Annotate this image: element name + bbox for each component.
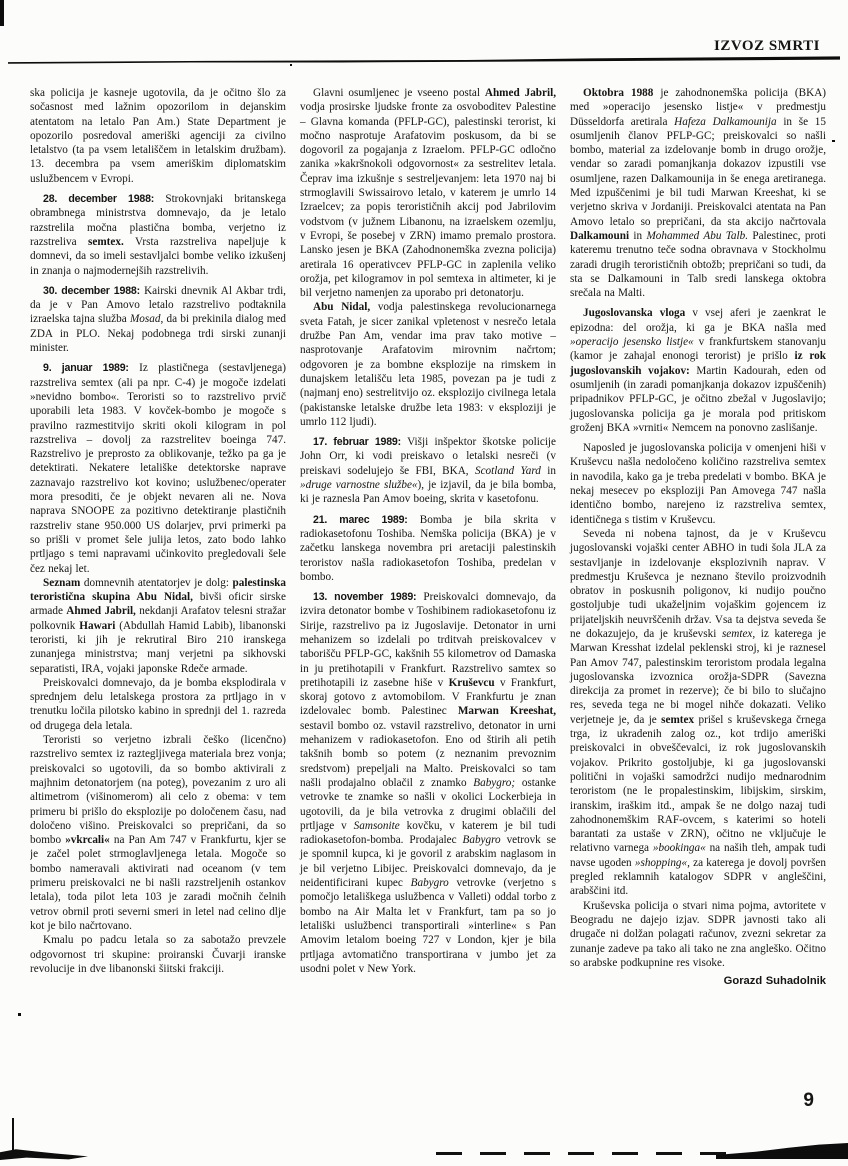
text-segment: (Abdullah Hamid Labib), libanonski teroristi, ki jih je rekrutiral Biro 210 iranskega zunanjega ministrstva; manj verjetni pa sikhovski separatisti, IRA, vojaki japonske Rdeče armade. (30, 619, 286, 675)
paragraph (30, 576, 286, 676)
header-rule (8, 56, 840, 64)
text-segment: Babygro; (473, 776, 516, 789)
text-segment: za katerega je dovolj površen pregled reklamnih katalogov SDPR v angleščini, arabščini itd. (570, 856, 826, 898)
text-segment: Vrsta razstreliva napeljuje k domnevi, da so imeli sestavljalci bombe veliko izkušenj in znanja o najmodernejših razstrelivih. (30, 235, 286, 277)
text-segment: »shopping«, (634, 856, 690, 869)
text-segment: Dalkamouni (570, 229, 630, 242)
text-segment: in (540, 464, 557, 477)
text-segment: in (629, 229, 647, 242)
text-segment: vetrovk se je spomnil kupca, ki je govoril z arabskim naglasom in je bil verjetno Libijec. Preiskovalci domnevajo, da je neidentificirani kupec (300, 834, 557, 890)
paragraph (30, 192, 286, 278)
text-segment: Babygro (462, 834, 501, 847)
text-segment: Preiskovalci domnevajo, da izvira detonator bombe v Toshibinem radiokasetofonu iz Sirije, razstrelivo pa iz Jugoslavije. Detonator in urni mehanizem so izdelali po trditvah preiskovalcev v taborišču PFLP-GC, kakšnih 55 kilometrov od Damaska in ju pretihotapili v Frankfurt. Razstrelivo samtex so pretihotapili iz zasebne hiše v (300, 591, 556, 689)
text-segment: Oktobra 1988 (583, 87, 654, 99)
text-segment: vodja prosirske ljudske fronte za osvoboditev Palestine – Glavna komanda (PFLP-GC), palestinski terorist, ki močno nasprotuje Arafatovim poskusom, da bi se dogovoril za pogajanja z Izraelom. PFLP-GC odločno zanika »kakršnokoli odgovornost« za sestrelitev letala. Čeprav ima izkušnje s sestreljevanjem: leta 1970 naj bi strmoglavili Swissairovo letalo, v katerem je umrlo 14 Izraelcev; za popis terorističnih akcij pod Jabrilovim vodstvom (v južnem Libanonu, na izraelskem ozemlju, v Evropi, še posebej v ZRN) imamo premalo prostora. Lansko jesen je BKA (Zahodnonemška zvezna policija) aretirala 16 operativcev PFLP-GC in zaplenila veliko orožja, pet kilogramov in pol semtexa in altimeter, ki je bil verjetno namenjen za uporabo pri detonatorju. (300, 101, 556, 300)
text-segment: semtex (661, 713, 695, 726)
column-2 (300, 86, 556, 1132)
paragraph (300, 590, 556, 976)
text-segment: Samsonite (353, 819, 400, 832)
scan-artifact (0, 1148, 88, 1160)
text-segment: in še 15 osumljenih članov PFLP-GC; preiskovalci so našli bombo, material za izdelovanje bomb in drugo orožje, vendar so zaradi pomanjkanja dokazov izpustili vse osumljene, razen Dalkamounija in še enega aretiranega. Med izpuščenimi je bil tudi Marwan Kreeshat, ki se verjetno skriva v Jordaniji. Preiskovalci atentata na Pan Amovo letalo so prepričani, da sta akcijo načrtovala (570, 115, 826, 228)
page-number: 9 (803, 1090, 814, 1111)
text-segment: vodja palestinskega revolucionarnega sveta Fatah, je sicer zanikal vpletenost v nesrečo letala družbe Pan Am, vendar ima prav tako motive – nasprotovanje Arafatovim mirovnim načrtom; odgovoren je za bombne eksplozije na rimskem in dunajskem letališču leta 1985, povezan pa je tudi z (najmanj eno) sestrelitvijo oz. eksplozijo civilnega letala (pakistanske letalske družbe leta 1983: v eksploziji je umrlo 112 ljudi). (300, 301, 556, 428)
text-segment: bivši oficir sirske armade (30, 591, 286, 618)
text-segment: Marwan Kreeshat, (457, 705, 556, 718)
scan-artifact (12, 1118, 14, 1152)
article-body (30, 86, 826, 1132)
paragraph (570, 86, 826, 300)
date-heading: 13. november 1989: (313, 591, 417, 604)
paragraph (300, 513, 556, 584)
text-segment: Hawari (79, 619, 116, 632)
text-segment: kovčku, v katerem je bil tudi radiokasetofon-bomba. Prodajalec (300, 819, 556, 847)
date-heading: 28. december 1988: (43, 193, 155, 206)
text-segment: Jugoslovanska vloga (583, 307, 686, 320)
text-segment: Višji inšpektor škotske policije John Orr, ki vodi preiskavo o letalski nesreči (v preiskavi sodelujejo še FBI, BKA, (300, 436, 557, 477)
text-segment: »druge varnostne službe« (300, 479, 418, 492)
date-heading: 17. februar 1989: (313, 436, 401, 449)
scan-artifact (290, 64, 292, 66)
text-segment: domnevnih atentatorjev je dolg: (80, 576, 233, 589)
text-segment: nekdanji Arafatov telesni stražar polkovnik (30, 605, 286, 632)
text-segment: semtex. (88, 235, 124, 248)
text-segment: Scotland Yard (475, 464, 541, 477)
paragraph (30, 676, 286, 733)
text-segment: Kruševska policija o stvari nima pojma, avtoritete v Beogradu ne dajejo izjav. SDPR javnosti tako ali drugače ni dolžan polagati računov, zvezni sekretar za zunanje zadeve pa tako ali tako ne zna angleško. Očitno so arabske podkupnine res visoke. (570, 899, 826, 969)
text-segment: iz katerega je Marwan Kresshat izdelal peklenski stroj, ki je raznesel Pan Amov 747, palestinskim teroristom prodala legalna jugoslovanska izvoznica orožja-SDPR (Savezna direkcija za promet in rezerve); če bi bilo to slučajno res, seveda tega ne bi mogel nihče dokazati. Veliko verjetneje je, da je (570, 627, 826, 726)
date-heading: 30. december 1988: (43, 284, 140, 297)
text-segment: semtex, (721, 627, 756, 640)
text-segment: iz rok jugoslovanskih vojakov: (570, 350, 826, 377)
text-segment: palestinska teroristična skupina Abu Nidal, (30, 576, 286, 604)
text-segment: Teroristi so verjetno izbrali češko (licenčno) razstrelivo semtex iz raztegljivega materiala brez vonja; preiskovalci so ugotovili, da so bombo aktivirali z majhnim detonatorjem (na poteg), povezanim z uro ali altimetrom (višinomerom) ali celo z obema: v tem primeru bi prišlo do eksplozije po določenem času, nad določeno višino. Preiskovalci so prepričani, da so bombo (30, 734, 286, 847)
page-header-title: IZVOZ SMRTI (714, 38, 820, 54)
text-segment: Strokovnjaki britanskega obrambnega ministrstva domnevajo, da je letalo razstrelila močna plastična bomba, verjetno iz razstreliva (30, 193, 286, 248)
scan-artifact (436, 1152, 736, 1155)
text-segment: »vkrcali« (65, 834, 110, 847)
text-segment: Kairski dnevnik Al Akbar trdi, da je v Pan Amovo letalo razstrelivo podtaknila izraelska tajna služba (30, 284, 286, 326)
paragraph (570, 527, 826, 899)
paragraph (300, 300, 556, 429)
text-segment: ostanke vetrovke te znamke so našli v okolici Lockerbieja in ugotovili, da je bila vetrovka z drugimi oblačili del prtljage v (300, 776, 556, 832)
paragraph (30, 86, 286, 186)
text-segment: v frankfurtskem stanovanju (kamor je zahajal enonogi terorist) je prišlo (570, 336, 826, 363)
scan-artifact (716, 1143, 848, 1159)
text-segment: sestavil bombo oz. vstavil razstrelivo, detonator in urni mehanizem v radiokasetofon. Eno od štirih ali petih takšnih bomb so potem (z neznanim prevoznim sredstvom) prepeljali na Malto. Preiskovalci so tam našli prodajalno oblačil z znamko (300, 719, 556, 789)
paragraph (30, 733, 286, 933)
text-segment: Hafeza Dalkamounija (674, 115, 777, 128)
text-segment: Palestinec, proti kateremu trenutno teče sodna obravnava v Stockholmu zaradi drugih terorističnih obtožb; prepričani so tudi, da sta se Dalkamouni in Talb sredi lanskega oktobra srečala na Malti. (570, 229, 826, 300)
text-segment: Glavni osumljenec je vseeno postal (313, 87, 485, 99)
text-segment: v vsej aferi je zaenkrat le epizodna: del orožja, ki ga je BKA našla med (570, 307, 826, 334)
text-segment: prišel s kruševskega črnega trga, iz ukradenih zalog oz., kot trdijo ameriški preiskovalci in obveščevalci, iz rok jugoslovanskih vojakov. Prikrito gostoljubje, ki ga jugoslovanski politični in vojaški samodržci nudijo mednarodnim teroristom (ne le propalestinskim, libijskim, sirskim, iranskim, iraškim itd., ampak še ne dolgo nazaj tudi zahodnonemškim RAF-ovcem, s katerimi so hoteli barantati za ustaše v ZRN), očitno ne vključuje le relativno varnega (570, 713, 826, 855)
text-segment: ), je izjavil, da je bila bomba, ki je raznesla Pan Amov boeing, skrita v kasetofonu. (300, 479, 556, 506)
text-segment: na Pan Am 747 v Frankfurtu, kjer se je začel polet strmoglavljenega letala. Mogoče so bombo nameravali aktivirati nad oceanom (v tem primeru preiskovalci ne bi našli razstreljenih ostankov letala), toda pilot leta 103 je zaradi močnih čelnih vetrov obrnil proti severni smeri in letel nad celino dlje kot je bilo načrtovano. (30, 834, 286, 932)
text-segment: v Frankfurt, skoraj gotovo z avtomobilom. V Frankfurtu je znan izdelovalec bomb. Palestinec (300, 676, 556, 718)
column-1 (30, 86, 286, 1132)
text-segment: Mohammed Abu Talb. (646, 229, 749, 242)
scan-artifact (832, 140, 835, 142)
paragraph (300, 435, 556, 506)
text-segment: je zahodnonemška policija (BKA) med »operacijo jesensko listje« v predmestju Düsseldorfa aretirala (570, 87, 826, 128)
column-3 (570, 86, 826, 1132)
paragraph (570, 899, 826, 970)
date-heading: 9. januar 1989: (43, 362, 129, 375)
paragraph (300, 86, 556, 300)
text-segment: Naposled je jugoslovanska policija v omenjeni hiši v Kruševcu našla nedoločeno količino razstreliva semtex in navodila, kako ga je treba predelati v bombo. BKA je nekaj mesecev po eksploziji Pan Amovega 747 našla identično bombo, narejeno iz razstreliva semtex, identičnega s tistim v Kruševcu. (570, 442, 826, 526)
text-segment: vetrovke (verjetno s pomočjo letališkega uslužbenca v Valleti) oddal torbo z bombo na Air Malta let v Frankfurt, tam pa so jo letališki uslužbenci transportirali »interline« s Pan Amovim letalom boeing 727 v London, kjer je bila prtljaga avtomatično transportirana v jumbo jet za usodni polet v New York. (300, 877, 557, 975)
paragraph (570, 441, 826, 527)
text-segment: Preiskovalci domnevajo, da je bomba eksplodirala v sprednjem delu letalskega prostora za prtljago in v trenutku ločila pilotsko kabino in sprednji del 1. razreda od drugega dela letala. (30, 676, 286, 732)
paragraph (30, 361, 286, 575)
text-segment: Bomba je bila skrita v radiokasetofonu Toshiba. Nemška policija (BKA) je v začetku lanskega novembra pri aretaciji palestinskih teroristov našla radiokasetofon Toshiba, predelan v bombo. (300, 513, 556, 583)
text-segment: Ahmed Jabril, (484, 87, 556, 99)
date-heading: 21. marec 1989: (313, 513, 408, 526)
text-segment: »bookinga« (652, 842, 706, 855)
text-segment: ska policija je kasneje ugotovila, da je očitno šlo za sočasnost med lažnim opozorilom in dejanskim atentatom na letalo Pan Am.) State Department je opozorilo posredoval ameriški agenciji za civilno letalstvo (ta pa vsem letališčem in letalskim družbam). 13. decembra pa vsem ameriškim diplomatskim uslužbencem v Evropi. (30, 87, 286, 185)
text-segment: na naših tleh, ampak tudi navse ugoden (570, 842, 826, 869)
text-segment: Iz plastičnega (sestavljenega) razstreliva semtex (ali pa npr. C-4) je mogoče izdelati »nevidno bombo«. Teroristi so to razstrelivo prvič uporabili leta 1983. V kovček-bombo je mogoče s pravilno razmestitvijo skriti okoli kilogram in pol razstreliva – dovolj za razstrelitev boeinga 747. Razstrelivo je preprosto za oblikovanje, težko pa ga je detektirati. Nekatere letališke detektorske naprave zaznavajo razstrelivo kot kovino; uslužbenec/operater mora presoditi, če je objekt nevaren ali ne. Nova naprava SNOOPE za pozitivno detektiranje plastičnih razstreliv stane 950.000 US dolarjev, prvi primerki pa so prišli v promet šele julija letos, zato bodo lahko prtljago s temi napravami učinkovito pregledovali šele čez nekaj let. (30, 362, 286, 575)
paragraph (570, 306, 826, 435)
byline: Gorazd Suhadolnik (723, 975, 826, 988)
text-segment: Mosad (129, 313, 161, 326)
paragraph (30, 284, 286, 355)
text-segment: Martin Kadourah, eden od osumljenih (in zaradi pomanjkanja dokazov izpuščenih) pripadnikov PFLP-GC, je očitno zbežal v Jugoslavijo; jugoslovanska policija ga je morala pod pritiskom groženj BKA »vrniti« Nemcem na ponovno zaslišanje. (570, 364, 826, 434)
text-segment: , da bi prekinila dialog med ZDA in PLO. Nekaj podobnega trdi sirski zunanji minister. (30, 313, 287, 355)
text-segment: »operacijo jesensko listje« (570, 336, 694, 349)
text-segment: Ahmed Jabril, (66, 605, 136, 618)
scan-artifact (0, 0, 4, 26)
text-segment: Babygro (410, 877, 449, 890)
text-segment: Seznam (43, 576, 81, 589)
text-segment: Kmalu po padcu letala so za sabotažo prevzele odgovornost tri skupine: proiranski Čuvarji iranske revolucije in dve libanonski šiitski frakciji. (30, 934, 286, 975)
text-segment: Kruševcu (448, 676, 495, 689)
scan-artifact (18, 1013, 21, 1016)
paragraph (30, 933, 286, 976)
text-segment: Abu Nidal, (313, 301, 371, 314)
text-segment: Seveda ni nobena tajnost, da je v Kruševcu jugoslovanski vojaški center ABHO in tudi šola JLA za sestavljanje in izdelovanje eksplozivnih naprav. V predmestju Kruševca je neznano število proizvodnih obratov in poskusnih poligonov, ki nudijo poučno gostoljubje tudi ukaželjnim vojaškim gojencem iz prijateljskih neuvrščenih držav. Vsa ta dejstva seveda še ne dokazujejo, da je kruševski (570, 527, 826, 640)
